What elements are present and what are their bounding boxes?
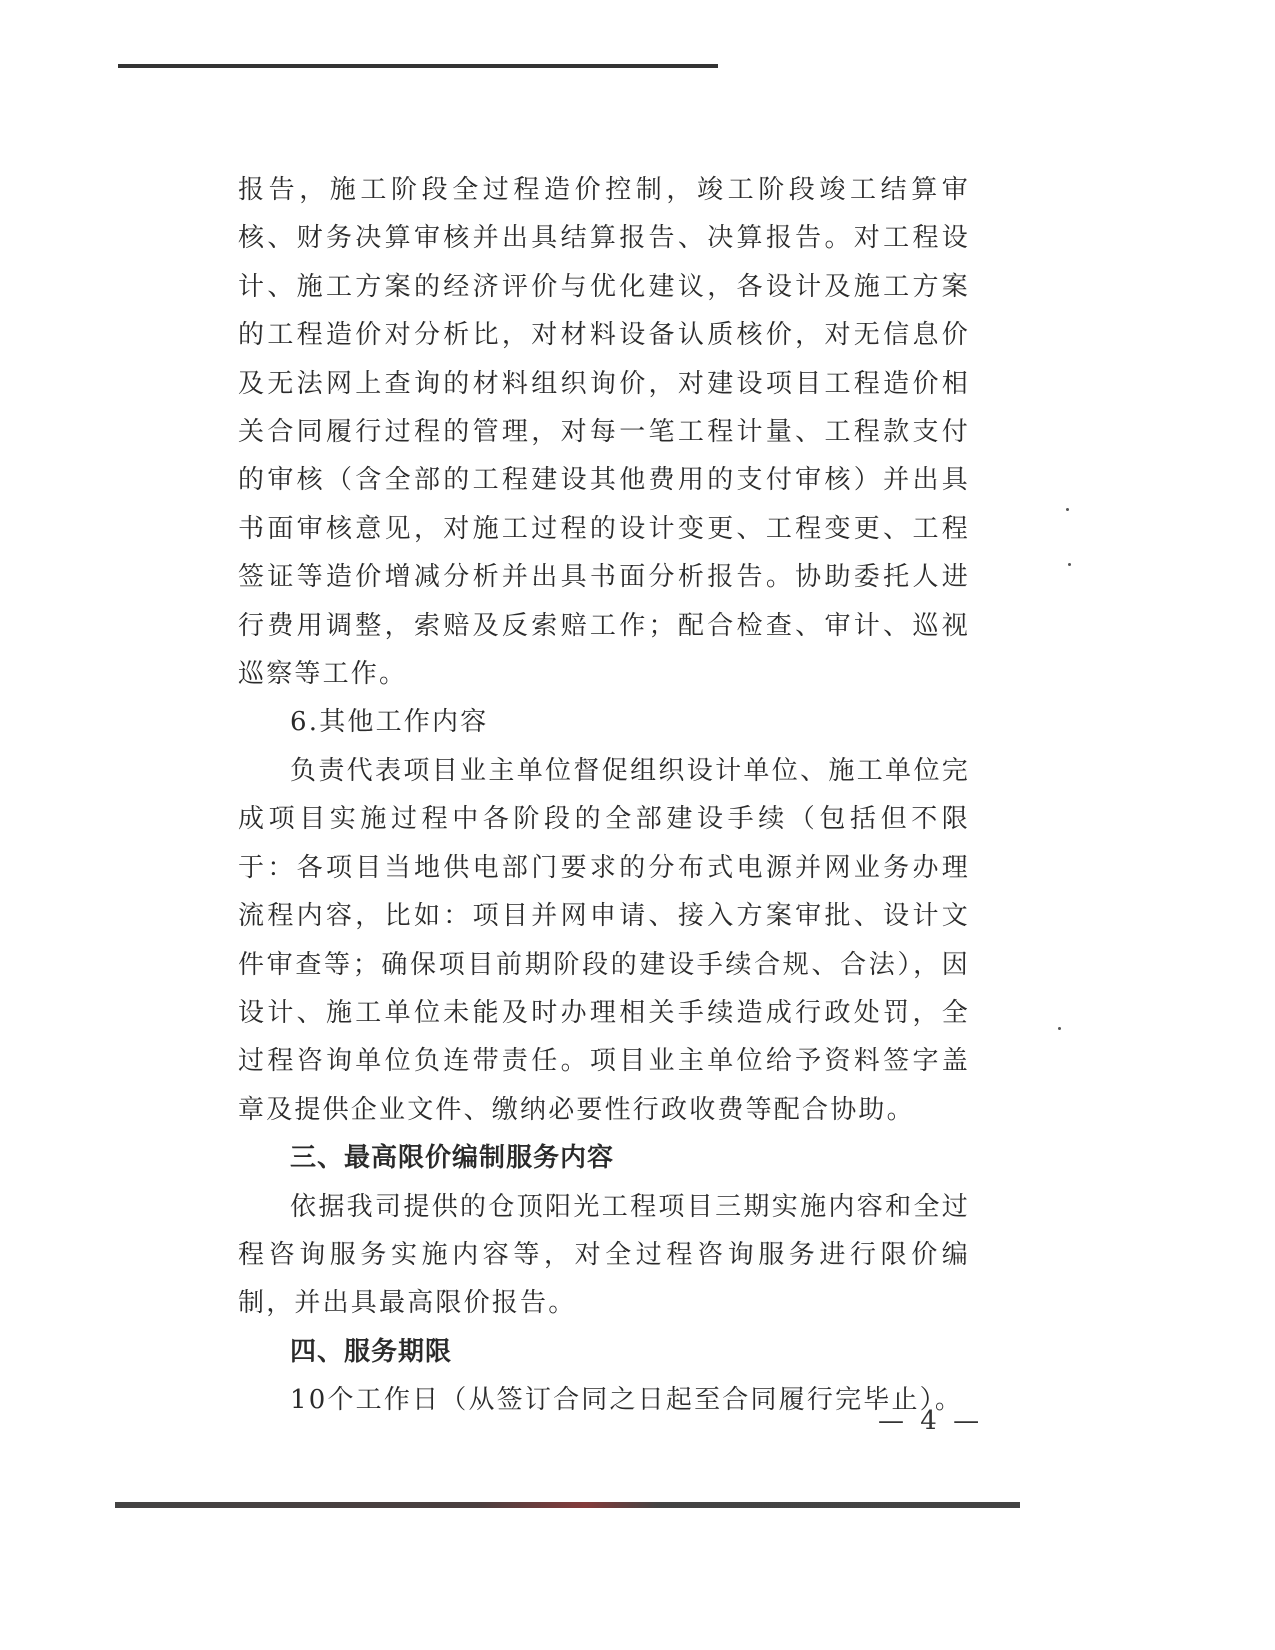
scan-speck [1058,1027,1061,1030]
paragraph-service-period: 10个工作日（从签订合同之日起至合同履行完毕止）。 [290,1385,964,1416]
paragraph-max-price: 依据我司提供的仓顶阳光工程项目三期实施内容和全过程咨询服务实施内容等，对全过程咨询服务进行限价编制，并出具最高限价报告。 [238,1191,970,1319]
scan-speck [1066,508,1069,511]
paragraph-other-work: 负责代表项目业主单位督促组织设计单位、施工单位完成项目实施过程中各阶段的全部建设手续（包括但不限于：各项目当地供电部门要求的分布式电源并网业务办理流程内容，比如：项目并网申请、接入方案审批、设计文件审查等；确保项目前期阶段的建设手续合规、合法），因设计、施工单位未能及时办理相关手续造成行政处罚，全过程咨询单位负连带责任。项目业主单位给予资料签字盖章及提供企业文件、缴纳必要性行政收费等配合协助。 [238,755,970,1125]
page-number: — 4 — [878,1406,984,1436]
section-other-work-title: 6.其他工作内容 [290,707,489,738]
paragraph-cost-control: 报告，施工阶段全过程造价控制，竣工阶段竣工结算审核、财务决算审核并出具结算报告、决算报告。对工程设计、施工方案的经济评价与优化建议，各设计及施工方案的工程造价对分析比，对材料设备认质核价，对无信息价及无法网上查询的材料组织询价，对建设项目工程造价相关合同履行过程的管理，对每一笔工程计量、工程款支付的审核（含全部的工程建设其他费用的支付审核）并出具书面审核意见，对施工过程的设计变更、工程变更、工程签证等造价增减分析并出具书面分析报告。协助委托人进行费用调整，索赔及反索赔工作；配合检查、审计、巡视巡察等工作。 [238,175,970,690]
document-body [238,166,970,1425]
scan-speck [1068,563,1071,566]
footer-rule [115,1502,1020,1508]
header-rule [118,64,718,68]
heading-max-price: 三、最高限价编制服务内容 [290,1143,615,1174]
heading-service-period: 四、服务期限 [290,1336,453,1367]
